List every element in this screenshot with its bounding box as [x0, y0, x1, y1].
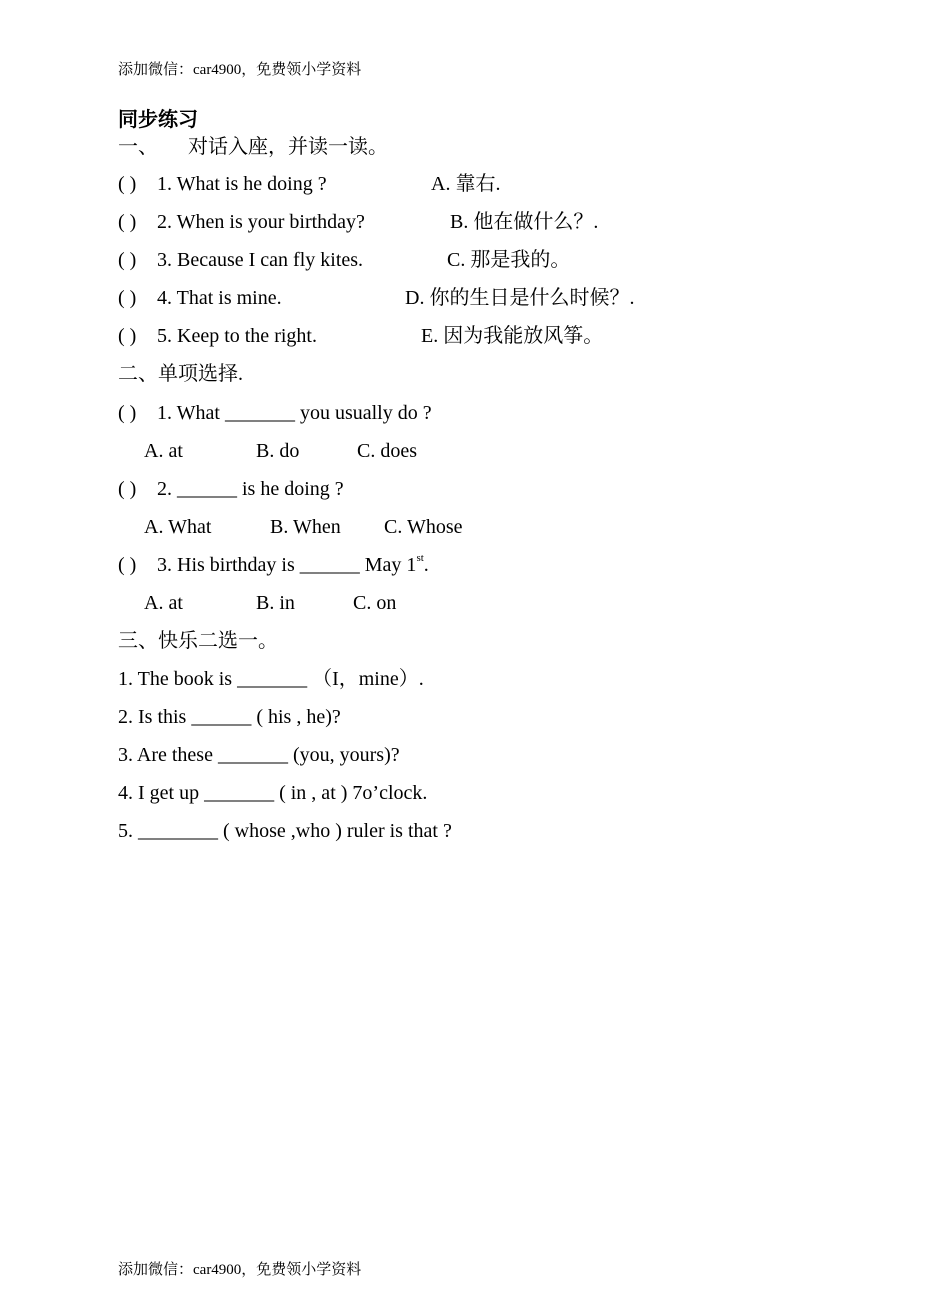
option-c[interactable]: C. does — [357, 440, 417, 462]
section1-heading: 一、 对话入座，并读一读。 — [118, 136, 388, 158]
answer-blank[interactable]: ( ) — [118, 211, 137, 233]
s2-question-1 — [118, 401, 432, 425]
s2-question-2 — [118, 477, 344, 501]
s3-item-2: 2. Is this ______ ( his , he)? — [118, 706, 341, 728]
s1-answer: D. 你的生日是什么时候？. — [405, 287, 635, 309]
s1-item-4 — [118, 286, 818, 310]
s2-question-text: 1. What _______ you usually do ? — [157, 402, 432, 424]
s1-question: 5. Keep to the right. — [157, 325, 317, 347]
s1-answer: C. 那是我的。 — [447, 249, 571, 271]
ordinal-suffix: st — [416, 552, 424, 565]
answer-blank[interactable]: ( ) — [118, 478, 137, 500]
s1-question: 3. Because I can fly kites. — [157, 249, 364, 271]
s2-options-2 — [118, 515, 618, 539]
s2-question-3 — [118, 553, 429, 577]
s1-question: 2. When is your birthday? — [157, 211, 365, 233]
s1-item-2 — [118, 210, 818, 234]
s1-question: 4. That is mine. — [157, 287, 282, 309]
footer-note: 添加微信：car4900，免费领小学资料 — [118, 1262, 362, 1278]
s3-item-5: 5. ________ ( whose ,who ) ruler is that ? — [118, 820, 452, 842]
answer-blank[interactable]: ( ) — [118, 325, 137, 347]
s2-options-3 — [118, 591, 618, 615]
s3-item-1: 1. The book is _______ （I，mine）. — [118, 668, 424, 690]
s2-question-text: 3. His birthday is ______ May 1 — [157, 554, 417, 576]
header-note: 添加微信：car4900，免费领小学资料 — [118, 62, 362, 78]
s3-item-3: 3. Are these _______ (you, yours)? — [118, 744, 400, 766]
section2-heading: 二、单项选择. — [118, 363, 243, 385]
s1-item-3 — [118, 248, 818, 272]
s1-item-1 — [118, 172, 818, 196]
answer-blank[interactable]: ( ) — [118, 287, 137, 309]
option-b[interactable]: B. When — [270, 516, 341, 538]
answer-blank[interactable]: ( ) — [118, 554, 137, 576]
s1-answer: A. 靠右. — [431, 173, 501, 195]
option-c[interactable]: C. on — [353, 592, 397, 614]
option-c[interactable]: C. Whose — [384, 516, 463, 538]
section3-heading: 三、快乐二选一。 — [118, 630, 278, 652]
option-b[interactable]: B. do — [256, 440, 300, 462]
option-b[interactable]: B. in — [256, 592, 295, 614]
answer-blank[interactable]: ( ) — [118, 402, 137, 424]
answer-blank[interactable]: ( ) — [118, 173, 137, 195]
s1-answer: B. 他在做什么？. — [450, 211, 599, 233]
s1-item-5 — [118, 324, 818, 348]
s1-question: 1. What is he doing ? — [157, 173, 327, 195]
option-a[interactable]: A. at — [144, 592, 183, 614]
option-a[interactable]: A. What — [144, 516, 212, 538]
s2-question-text: 2. ______ is he doing ? — [157, 478, 344, 500]
s3-item-4: 4. I get up _______ ( in , at ) 7o’clock. — [118, 782, 428, 804]
s2-question-end: . — [423, 554, 429, 576]
option-a[interactable]: A. at — [144, 440, 183, 462]
page-title: 同步练习 — [118, 109, 198, 131]
s1-answer: E. 因为我能放风筝。 — [421, 325, 604, 347]
answer-blank[interactable]: ( ) — [118, 249, 137, 271]
s2-options-1 — [118, 439, 618, 463]
